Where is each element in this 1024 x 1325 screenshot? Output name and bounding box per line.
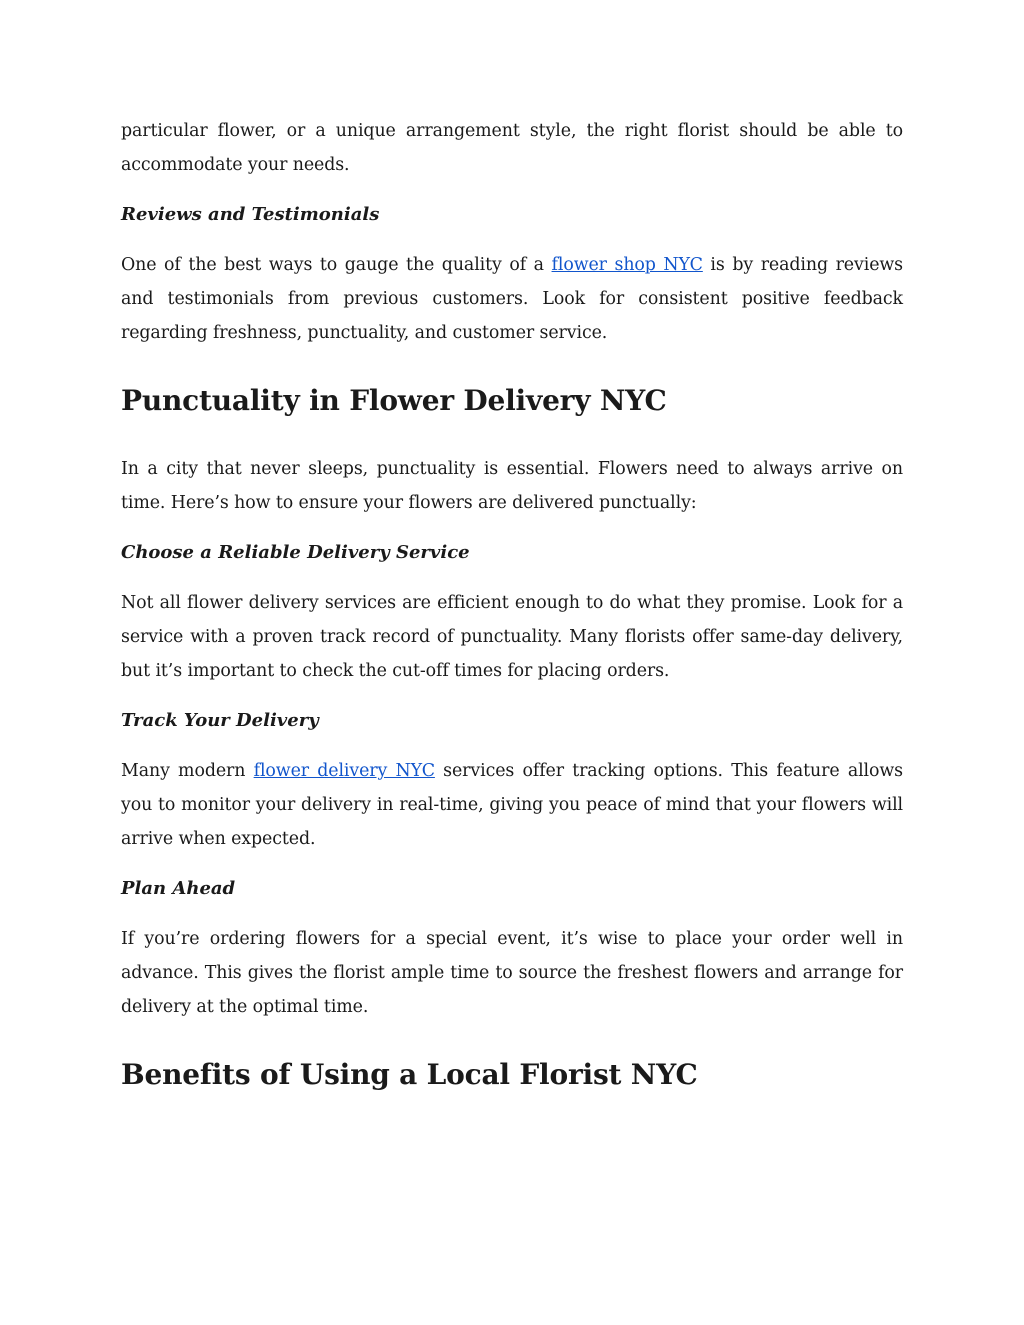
document-page xyxy=(121,114,903,1094)
track-text-end: services offer tracking options. This feature allows you to monitor your delivery in real-time, giving you peace of mind that your flowers will arrive when expected. xyxy=(121,761,903,849)
intro-paragraph: particular flower, or a unique arrangement style, the right florist should be able to accommodate your needs. xyxy=(121,121,903,175)
plan-ahead-heading: Plan Ahead xyxy=(121,878,236,899)
reliable-service-paragraph: Not all flower delivery services are efficient enough to do what they promise. Look for a service with a proven track record of punctuality. Many florists offer same-day delivery, but it’s important to check the cut-off times for placing orders. xyxy=(121,593,903,681)
benefits-section-heading: Benefits of Using a Local Florist NYC xyxy=(121,1058,698,1091)
track-delivery-heading: Track Your Delivery xyxy=(121,710,319,731)
reliable-service-heading: Choose a Reliable Delivery Service xyxy=(121,542,470,563)
track-delivery-paragraph xyxy=(121,754,903,856)
reviews-paragraph xyxy=(121,248,903,350)
flower-shop-nyc-link[interactable]: flower shop NYC xyxy=(551,255,703,275)
reviews-heading: Reviews and Testimonials xyxy=(121,204,380,225)
punctuality-section-heading: Punctuality in Flower Delivery NYC xyxy=(121,384,667,417)
reviews-text-end: is by reading reviews and testimonials from previous customers. Look for consistent positive feedback regarding freshness, punctuality, and customer service. xyxy=(121,255,903,343)
flower-delivery-nyc-link[interactable]: flower delivery NYC xyxy=(253,761,435,781)
reviews-text-start: One of the best ways to gauge the quality of a xyxy=(121,255,552,275)
plan-ahead-paragraph: If you’re ordering flowers for a special event, it’s wise to place your order well in advance. This gives the florist ample time to source the freshest flowers and arrange for delivery at the optimal time. xyxy=(121,929,903,1017)
track-text-start: Many modern xyxy=(121,761,254,781)
punctuality-intro-paragraph: In a city that never sleeps, punctuality is essential. Flowers need to always arrive on time. Here’s how to ensure your flowers are delivered punctually: xyxy=(121,459,903,513)
